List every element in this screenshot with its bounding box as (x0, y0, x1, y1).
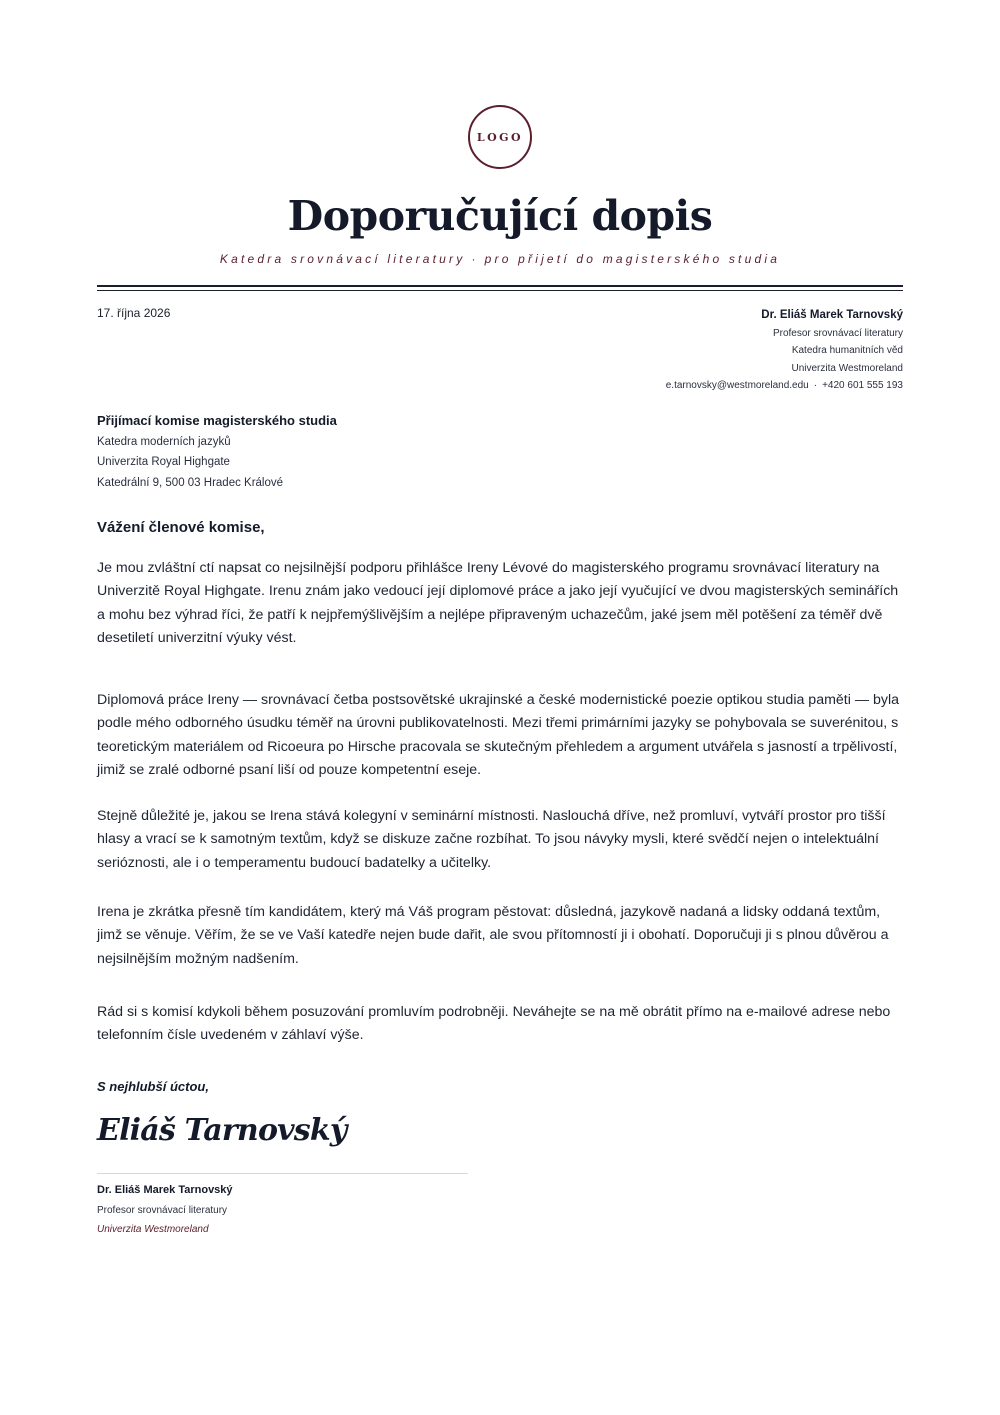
body-paragraph-3: Stejně důležité je, jakou se Irena stává kolegyní v seminární místnosti. Naslouchá dříve, než promluví, vytváří prostor pro tišší hlasy a vrací se k samotným textům, když se diskuze začne rozbíhat. To jsou návyky mysli, které svědčí nejen o intelektuální serióznosti, ale i o temperamentu budoucí badatelky a učitelky. (97, 808, 886, 871)
logo (468, 105, 532, 169)
contact-separator: · (813, 380, 818, 392)
sender-department: Katedra humanitních věd (791, 345, 903, 357)
salutation: Vážení členové komise, (97, 519, 265, 536)
sender-position: Profesor srovnávací literatury (772, 327, 903, 339)
subtitle-purpose: pro přijetí do magisterského studia (484, 252, 781, 266)
subtitle-department: Katedra srovnávací literatury (219, 252, 466, 266)
body-paragraph-5: Rád si s komisí kdykoli během posuzování promluvím podrobněji. Neváhejte se na mě obrátit přímo na e-mailové adrese nebo telefonním čísle uvedeném v záhlaví výše. (97, 1004, 891, 1044)
sender-contact (666, 377, 903, 395)
body-paragraph-4: Irena je zkrátka přesně tím kandidátem, který má Váš program pěstovat: důsledná, jazykově nadaná a lidsky oddaná textům, jimž se věnuje. Věřím, že se ve Vaší katedře nejen bude dařit, ale svou přítomností ji i obohatí. Doporučuji ji s plnou důvěrou a nejsilnějším možným nadšením. (97, 904, 889, 967)
closing: S nejhlubší úctou, (97, 1079, 209, 1094)
recipient-department: Katedra moderních jazyků (97, 435, 231, 448)
page-title: Doporučující dopis (287, 192, 713, 240)
sender-email: e.tarnovsky@westmoreland.edu (665, 380, 809, 392)
body-paragraph-1: Je mou zvláštní ctí napsat co nejsilnější podporu přihlášce Ireny Lévové do magisterského programu srovnávací literatury na Univerzitě Royal Highgate. Irenu znám jako vedoucí její diplomové práce a jako její vyučující ve dvou magisterských seminářích a mohu bez výhrad říci, že patří k nejpřemýšlivějším a nejlépe připraveným uchazečům, jaké jsem měl potěšení za téměř dvě desetiletí univerzitní výuky vést. (97, 560, 899, 646)
handwritten-signature: Eliáš Tarnovský (97, 1113, 347, 1148)
signature-name: Dr. Eliáš Marek Tarnovský (97, 1184, 233, 1196)
recipient-name: Přijímací komise magisterského studia (97, 413, 337, 428)
letter-date: 17. října 2026 (97, 306, 171, 320)
sender-university: Univerzita Westmoreland (791, 362, 903, 374)
sender-name: Dr. Eliáš Marek Tarnovský (761, 309, 903, 321)
recipient-address: Katedrální 9, 500 03 Hradec Králové (97, 477, 284, 490)
subtitle-separator: · (471, 252, 479, 266)
sender-block (666, 307, 903, 395)
subtitle (97, 252, 903, 266)
signature-position: Profesor srovnávací literatury (97, 1204, 228, 1216)
signature-block (97, 1181, 233, 1240)
recipient-university: Univerzita Royal Highgate (97, 456, 230, 469)
sender-phone: +420 601 555 193 (822, 380, 903, 392)
logo-text: LOGO (476, 130, 524, 144)
signature-divider (97, 1173, 468, 1174)
header-divider (97, 285, 903, 291)
body-paragraph-2: Diplomová práce Ireny — srovnávací četba postsovětské ukrajinské a české modernistické poezie optikou studia paměti — byla podle mého odborného úsudku téměř na úrovni publikovatelnosti. Mezi třemi primárními jazyky se pohybovala se suverénitou, s teoretickým materiálem od Ricoeura po Hirsche pracovala se skutečným přehledem a argument utvářela s jasností a trpělivostí, jimiž se zralé odborné psaní liší od pouze kompetentní eseje. (97, 692, 899, 778)
signature-university: Univerzita Westmoreland (97, 1224, 209, 1235)
recipient-block (97, 411, 337, 494)
